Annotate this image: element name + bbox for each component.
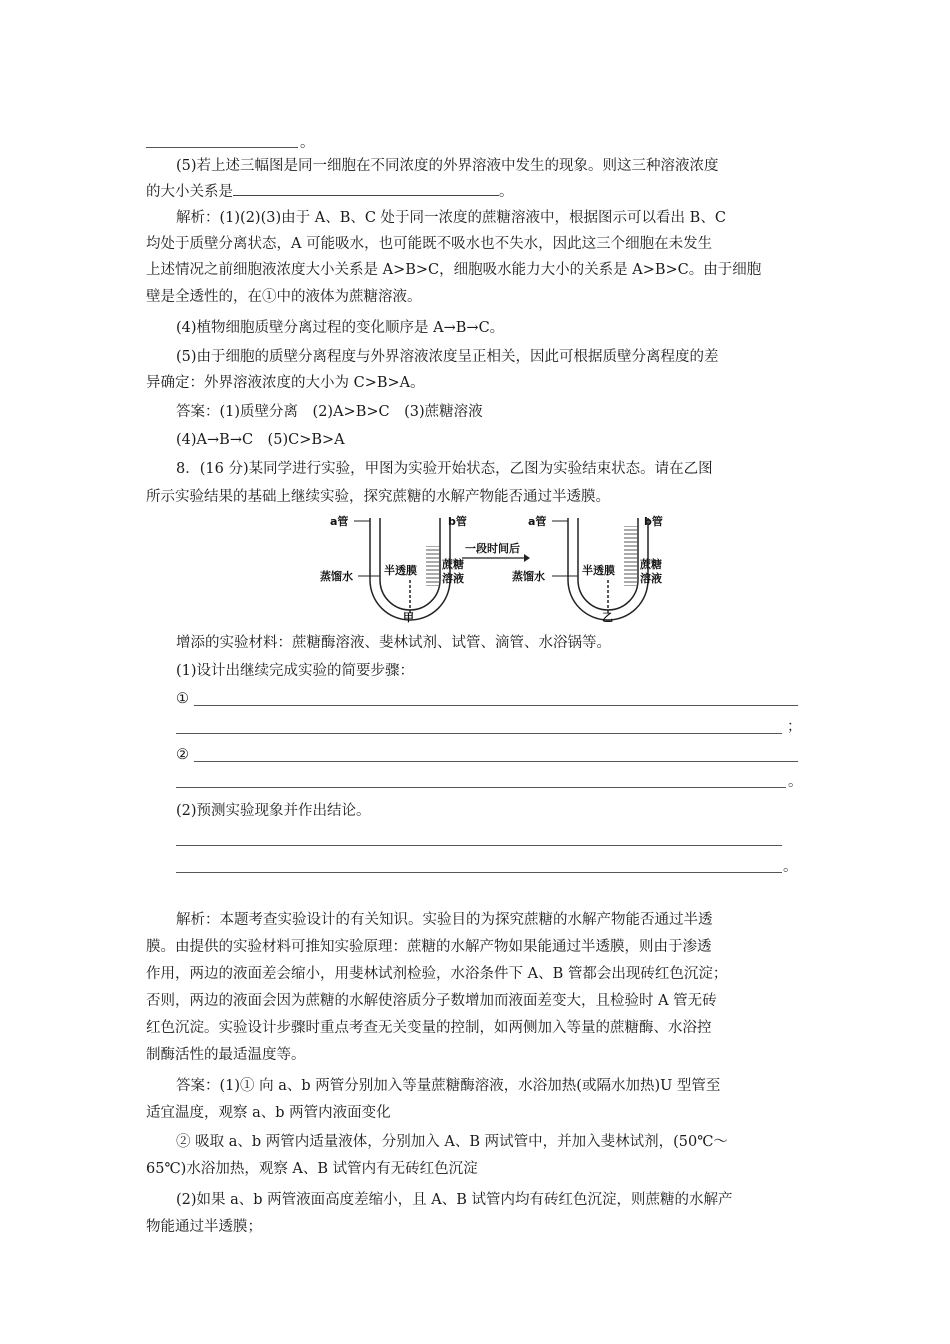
- text-fragment: 。: [499, 184, 514, 200]
- step-marker-2: ②: [176, 747, 189, 763]
- question-5-cont: [146, 181, 816, 202]
- materials-text: 增添的实验材料：蔗糖酶溶液、斐林试剂、试管、滴管、水浴锅等。: [176, 635, 611, 651]
- question-5: (5)若上述三幅图是同一细胞在不同浓度的外界溶液中发生的现象。则这三种溶液浓度: [176, 158, 719, 174]
- analysis-line: 解析：本题考查实验设计的有关知识。实验目的为探究蔗糖的水解产物能否通过半透: [176, 912, 713, 928]
- analysis-line: 膜。由提供的实验材料可推知实验原理：蔗糖的水解产物如果能通过半透膜，则由于渗透: [146, 939, 712, 955]
- tube-a-label: a管: [528, 515, 547, 528]
- sucrose-liquid: [426, 546, 440, 586]
- answer-blank-line[interactable]: [194, 705, 798, 706]
- caption-jia: 甲: [403, 611, 414, 623]
- analysis-line: (5)由于细胞的质壁分离程度与外界溶液浓度呈正相关，因此可根据质壁分离程度的差: [176, 349, 719, 365]
- answer-blank[interactable]: [233, 181, 499, 196]
- analysis-line: 红色沉淀。实验设计步骤时重点考查无关变量的控制，如两侧加入等量的蔗糖酶、水浴控: [146, 1020, 712, 1036]
- step-marker-1: ①: [176, 691, 189, 707]
- step-question-2: (2)预测实验现象并作出结论。: [176, 803, 371, 819]
- experiment-figure: [300, 508, 670, 623]
- answer-line: 答案：(1)质壁分离 (2)A>B>C (3)蔗糖溶液: [176, 404, 483, 420]
- analysis-line: 壁是全透性的，在①中的液体为蔗糖溶液。: [146, 289, 422, 305]
- answer-line: 65℃)水浴加热，观察 A、B 试管内有无砖红色沉淀: [146, 1161, 478, 1177]
- analysis-line: 否则，两边的液面会因为蔗糖的水解使溶质分子数增加而液面差变大，且检验时 A 管无砖: [146, 993, 717, 1009]
- answer-blank-line[interactable]: [146, 147, 298, 148]
- analysis-line: 均处于质壁分离状态，A 可能吸水，也可能既不吸水也不失水，因此这三个细胞在未发生: [146, 236, 713, 252]
- answer-blank-line[interactable]: [176, 787, 786, 788]
- water-label: 蒸馏水: [320, 570, 353, 583]
- text-fragment: 。: [783, 859, 798, 875]
- answer-line: 答案：(1)① 向 a、b 两管分别加入等量蔗糖酶溶液，水浴加热(或隔水加热)U 型管至: [176, 1078, 721, 1094]
- text-fragment: ；: [787, 719, 802, 735]
- u-tube-jia: [320, 514, 467, 623]
- answer-line: ② 吸取 a、b 两管内适量液体，分别加入 A、B 两试管中，并加入斐林试剂，(50℃～: [176, 1134, 728, 1150]
- analysis-line: 异确定：外界溶液浓度的大小为 C>B>A。: [146, 375, 425, 391]
- answer-line: (4)A→B→C (5)C>B>A: [176, 432, 345, 448]
- sucrose-label-1: 蔗糖: [640, 558, 662, 571]
- answer-blank-line[interactable]: [176, 872, 782, 873]
- analysis-line: 制酶活性的最适温度等。: [146, 1047, 306, 1063]
- arrow-label: 一段时间后: [465, 542, 520, 555]
- answer-line: (2)如果 a、b 两管液面高度差缩小，且 A、B 试管内均有砖红色沉淀，则蔗糖的水解产: [176, 1192, 733, 1208]
- step-question-1: (1)设计出继续完成实验的简要步骤：: [176, 663, 415, 679]
- membrane-label: 半透膜: [582, 564, 615, 577]
- analysis-line: (4)植物细胞质壁分离过程的变化顺序是 A→B→C。: [176, 320, 505, 336]
- sucrose-liquid: [624, 526, 638, 586]
- text-line: 。: [300, 135, 315, 151]
- question-8: 8．(16 分)某同学进行实验，甲图为实验开始状态，乙图为实验结束状态。请在乙图: [176, 461, 713, 477]
- sucrose-label-2: 溶液: [640, 572, 662, 585]
- answer-line: 适宜温度，观察 a、b 两管内液面变化: [146, 1105, 391, 1121]
- analysis-line: 作用，两边的液面差会缩小，用斐林试剂检验，水浴条件下 A、B 管都会出现砖红色沉淀；: [146, 966, 728, 982]
- answer-line: 物能通过半透膜；: [146, 1219, 262, 1235]
- sucrose-label-2: 溶液: [442, 572, 464, 585]
- analysis-line: 上述情况之前细胞液浓度大小关系是 A>B>C，细胞吸水能力大小的关系是 A>B>C。由于细胞: [146, 262, 762, 278]
- answer-blank-line[interactable]: [176, 733, 782, 734]
- tube-b-label: b管: [644, 515, 663, 528]
- caption-yi: 乙: [602, 611, 613, 623]
- membrane-label: 半透膜: [384, 564, 417, 577]
- water-label: 蒸馏水: [512, 570, 545, 583]
- sucrose-label-1: 蔗糖: [442, 558, 464, 571]
- tube-a-label: a管: [330, 515, 349, 528]
- answer-blank-line[interactable]: [194, 761, 798, 762]
- analysis-line: 解析：(1)(2)(3)由于 A、B、C 处于同一浓度的蔗糖溶液中，根据图示可以看出 B、C: [176, 210, 726, 226]
- u-tube-yi: [512, 514, 663, 623]
- text-fragment: 。: [788, 774, 803, 790]
- question-8-cont: 所示实验结果的基础上继续实验，探究蔗糖的水解产物能否通过半透膜。: [146, 489, 610, 505]
- time-arrow: [462, 541, 530, 562]
- text-fragment: 的大小关系是: [146, 184, 233, 200]
- tube-b-label: b管: [448, 515, 467, 528]
- answer-blank-line[interactable]: [176, 845, 782, 846]
